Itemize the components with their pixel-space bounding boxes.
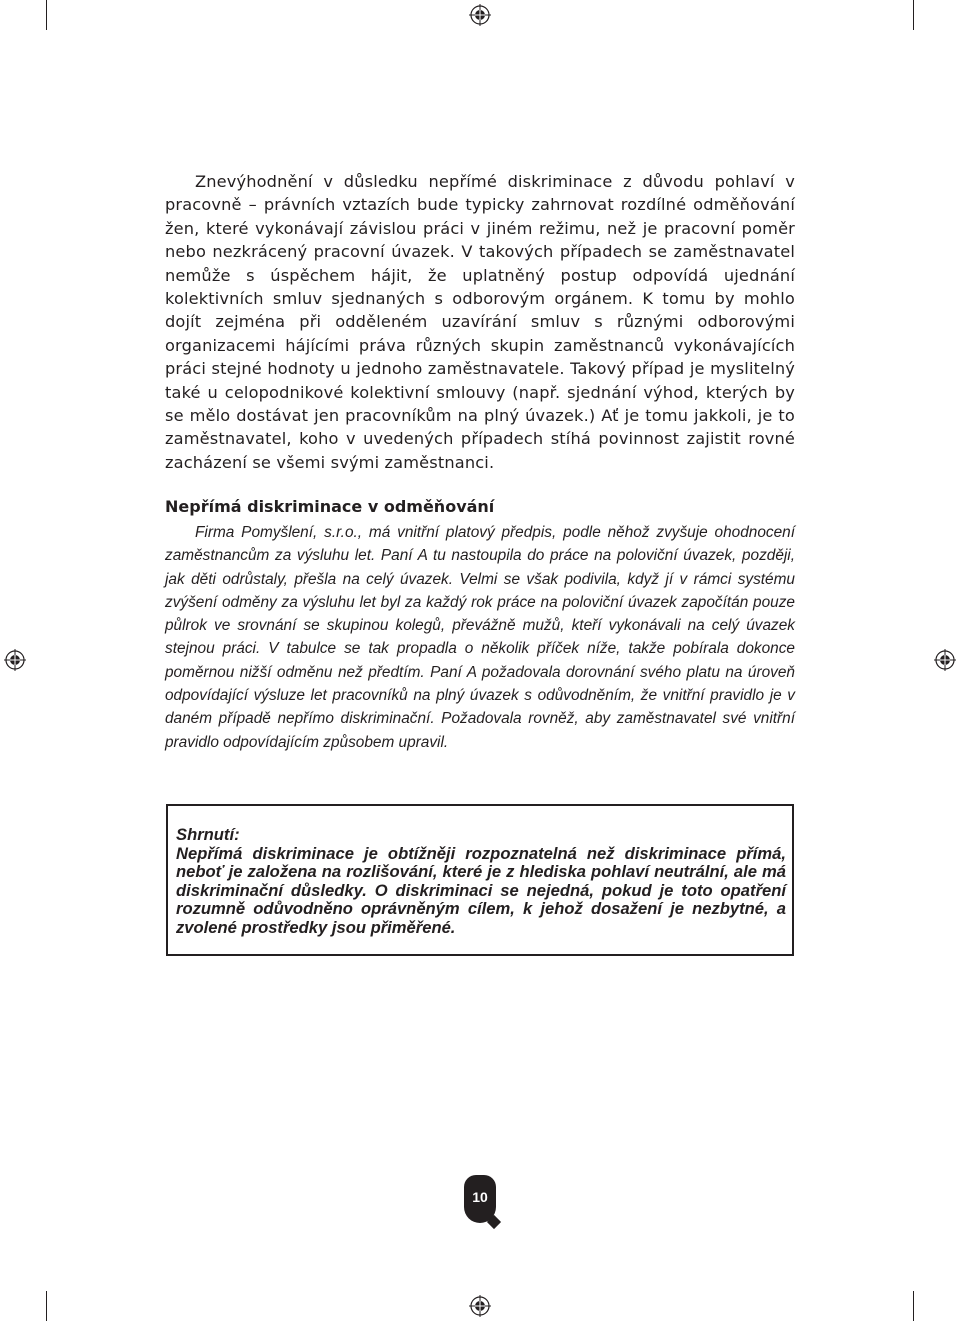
crop-mark-top-left: [46, 0, 47, 30]
crop-mark-bottom-right: [913, 1291, 914, 1321]
registration-mark-icon: [4, 649, 26, 671]
summary-box: [166, 804, 794, 956]
body-paragraph: Znevýhodnění v důsledku nepřímé diskriminace z důvodu pohlaví v pracovně – právních vztazích bude typicky zahrnovat rozdílné odměňování žen, které vykonávají závislou práci v jiném režimu, než je pracovní poměr nebo nezkrácený pracovní úvazek. V takových případech se zaměstnavatel nemůže s úspěchem hájit, že uplatněný postup odpovídá ujednání kolektivních smluv sjednaných s odborovým orgánem. K tomu by mohlo dojít zejména při odděleném uzavírání smluv s různými odborovými organizacemi hájícími práva různých skupin zaměstnanců vykonávajících práci stejné hodnoty u jednoho zaměstnavatele. Takový případ je myslitelný také u celopodnikové kolektivní smlouvy (např. sjednání výhod, kterých by se mělo dostávat jen pracovníkům na plný úvazek.) Ať je tomu jakkoli, je to zaměstnavatel, koho v uvedených případech stíhá povinnost zajistit rovné zacházení se všemi svými zaměstnanci.: [165, 172, 795, 472]
page-number-badge: [464, 1175, 496, 1223]
example-heading: Nepřímá diskriminace v odměňování: [165, 497, 495, 516]
crop-mark-top-right: [913, 0, 914, 30]
page-number: 10: [472, 1189, 488, 1205]
example-paragraph: Firma Pomyšlení, s.r.o., má vnitřní platový předpis, podle něhož zvyšuje ohodnocení zaměstnancům za výsluhu let. Paní A tu nastoupila do práce na poloviční úvazek, později, jak děti odrůstaly, přešla na celý úvazek. Velmi se však podivila, když jí v rámci systému zvýšení odměny za výsluhu let byl za každý rok práce na poloviční úvazek započítán pouze půlrok ve srovnání se skupinou kolegů, převážně mužů, kteří vykonávali na celý úvazek stejnou práci. V tabulce se tak propadla o několik příček níže, takže pobírala dokonce poměrnou nižší odměnu než předtím. Paní A požadovala dorovnání svého platu na úroveň odpovídající výsluze let pracovníků na plný úvazek s odůvodněním, že vnitřní pravidlo je v daném případě nepřímo diskriminační. Požadovala rovněž, aby zaměstnavatel své vnitřní pravidlo odpovídajícím způsobem upravil.: [165, 524, 795, 751]
registration-mark-icon: [469, 4, 491, 26]
registration-mark-icon: [469, 1295, 491, 1317]
summary-title: Shrnutí:: [176, 825, 240, 844]
summary-body: Nepřímá diskriminace je obtížněji rozpoznatelná než diskriminace přímá, neboť je založena na rozlišování, které je z hlediska pohlaví neutrální, ale má diskriminační důsledky. O diskriminaci se nejedná, pokud je toto opatření rozumně odůvodněno oprávněným cílem, k jehož dosažení je nezbytné, a zvolené prostředky jsou přiměřené.: [176, 843, 786, 937]
crop-mark-bottom-left: [46, 1291, 47, 1321]
registration-mark-icon: [934, 649, 956, 671]
